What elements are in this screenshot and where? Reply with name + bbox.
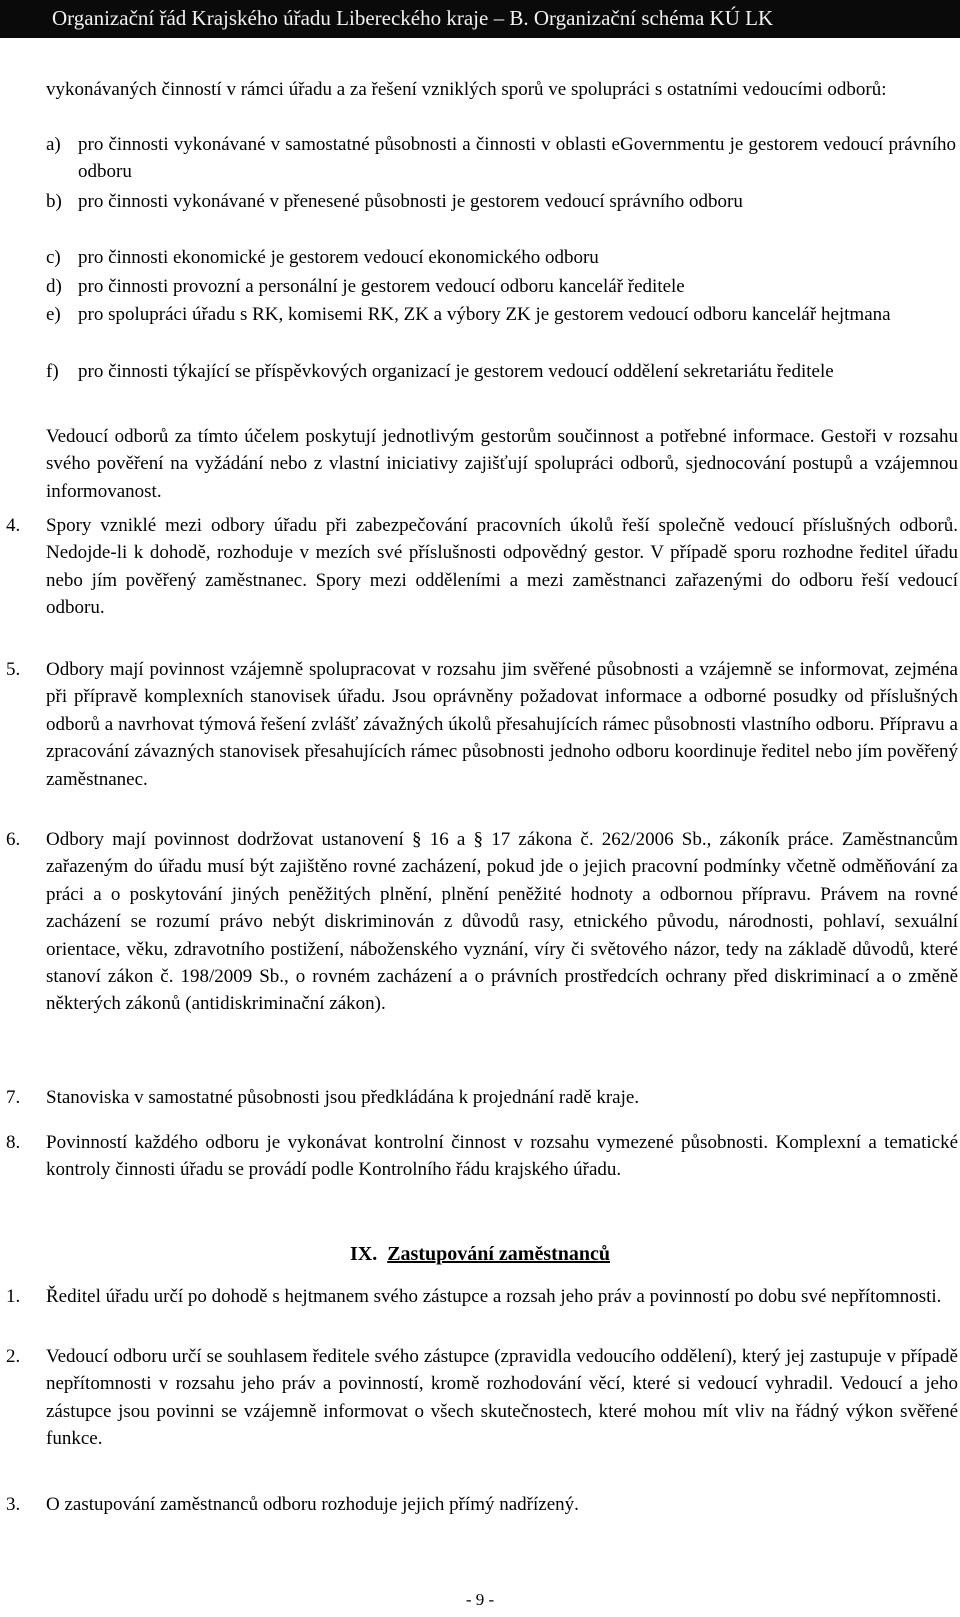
sublist-label: c) (46, 247, 61, 268)
sublist-text: pro činnosti vykonávané v samostatné působnosti a činnosti v oblasti eGovernmentu je gestorem vedoucí právního odboru (78, 134, 956, 183)
list-item-text: O zastupování zaměstnanců odboru rozhoduje jejich přímý nadřízený. (46, 1494, 579, 1515)
intro-paragraph: vykonávaných činností v rámci úřadu a za řešení vzniklých sporů ve spolupráci s ostatními vedoucími odborů: (46, 79, 887, 100)
list-item-text: Stanoviska v samostatné působnosti jsou předkládána k projednání radě kraje. (46, 1087, 640, 1108)
document-header-title: Organizační řád Krajského úřadu Libereckého kraje – B. Organizační schéma KÚ LK (52, 6, 774, 30)
sublist-text: pro spolupráci úřadu s RK, komisemi RK, ZK a výbory ZK je gestorem vedoucí odboru kancelář hejtmana (78, 304, 891, 325)
section-heading (0, 1240, 960, 1268)
list-item-text: Odbory mají povinnost vzájemně spolupracovat v rozsahu jim svěřené působnosti a vzájemně se informovat, zejména při přípravě komplexních stanovisek úřadu. Jsou oprávněny požadovat informace a odborné posudky od příslušných odborů a navrhovat týmová řešení zvlášť závažných úkolů přesahujících rámec působnosti vlastního odboru. Přípravu a zpracování závazných stanovisek přesahujících rámec působnosti jednoho odboru koordinuje ředitel nebo jím pověřený zaměstnanec. (46, 659, 958, 790)
list-item-text: Povinností každého odboru je vykonávat kontrolní činnost v rozsahu vymezené působnosti. Komplexní a tematické kontroly činnosti úřadu se provádí podle Kontrolního řádu krajského úřadu. (46, 1132, 958, 1181)
list-item-8 (6, 1129, 958, 1184)
list-item-6 (6, 826, 958, 1018)
list-item-text: Spory vzniklé mezi odbory úřadu při zabezpečování pracovních úkolů řeší společně vedoucí příslušných odborů. Nedojde-li k dohodě, rozhoduje v mezích své příslušnosti odpovědný gestor. V případě sporu rozhodne ředitel úřadu nebo jím pověřený zaměstnanec. Spory mezi odděleními a mezi zaměstnanci zařazenými do odboru řeší vedoucí odboru. (46, 515, 958, 619)
list-item-number: 4. (6, 515, 21, 536)
sublist-label: a) (46, 134, 61, 155)
list-item-number: 2. (6, 1346, 21, 1367)
sublist-item-a (46, 131, 956, 186)
list-item-number: 6. (6, 829, 21, 850)
sublist-item-f (46, 358, 956, 385)
list-item-number: 7. (6, 1087, 21, 1108)
section-title: Zastupování zaměstnanců (387, 1243, 611, 1265)
sublist-label: e) (46, 304, 61, 325)
sublist-label: f) (46, 361, 59, 382)
list-item-2 (6, 1343, 958, 1453)
sublist-text: pro činnosti provozní a personální je gestorem vedoucí odboru kancelář ředitele (78, 276, 685, 297)
list-item-text: Odbory mají povinnost dodržovat ustanovení § 16 a § 17 zákona č. 262/2006 Sb., zákoník práce. Zaměstnancům zařazeným do úřadu musí být zajištěno rovné zacházení, pokud jde o jejich pracovní podmínky včetně odměňování za práci a o poskytování jiných peněžitých plnění, plnění peněžité hodnoty a odbornou přípravu. Právem na rovné zacházení se rozumí právo nebýt diskriminován z důvodů rasy, etnického původu, národnosti, pohlaví, sexuální orientace, věku, zdravotního postižení, náboženského vyznání, víry či světového názor, tedy na základě důvodů, které stanoví zákon č. 198/2009 Sb., o rovném zacházení a o právních prostředcích ochrany před diskriminací a o změně některých zákonů (antidiskriminační zákon). (46, 829, 958, 1015)
sublist-label: b) (46, 191, 62, 212)
page-number: - 9 - (465, 1590, 495, 1609)
header-band (0, 0, 960, 38)
sublist-label: d) (46, 276, 62, 297)
list-item-5 (6, 656, 958, 793)
section-number: IX. (349, 1243, 378, 1265)
list-item-number: 3. (6, 1494, 21, 1515)
list-item-1 (6, 1283, 958, 1310)
list-item-3 (6, 1491, 958, 1518)
sublist-item-c (46, 244, 956, 271)
gestor-paragraph: Vedoucí odborů za tímto účelem poskytují jednotlivým gestorům součinnost a potřebné informace. Gestoři v rozsahu svého pověření na vyžádání nebo z vlastní iniciativy zajišťují spolupráci odborů, sjednocování postupů a vzájemnou informovanost. (46, 426, 958, 502)
list-item-number: 1. (6, 1286, 21, 1307)
list-item-text: Vedoucí odboru určí se souhlasem ředitele svého zástupce (zpravidla vedoucího oddělení), který jej zastupuje v případě nepřítomnosti v rozsahu jeho práv a povinností, kromě rozhodování věcí, které si vedoucí vyhradil. Vedoucí a jeho zástupce jsou povinni se vzájemně informovat o všech skutečnostech, které mohou mít vliv na řádný výkon svěřené funkce. (46, 1346, 958, 1450)
sublist-text: pro činnosti vykonávané v přenesené působnosti je gestorem vedoucí správního odboru (78, 191, 743, 212)
list-item-4 (6, 512, 958, 622)
sublist-item-b (46, 188, 956, 215)
sublist-text: pro činnosti týkající se příspěvkových organizací je gestorem vedoucí oddělení sekretariátu ředitele (78, 361, 834, 382)
sublist-item-e (46, 301, 956, 328)
sublist-item-d (46, 273, 956, 300)
sublist-text: pro činnosti ekonomické je gestorem vedoucí ekonomického odboru (78, 247, 599, 268)
list-item-number: 5. (6, 659, 21, 680)
list-item-text: Ředitel úřadu určí po dohodě s hejtmanem svého zástupce a rozsah jeho práv a povinností po dobu své nepřítomnosti. (46, 1286, 942, 1307)
list-item-number: 8. (6, 1132, 21, 1153)
list-item-7 (6, 1084, 958, 1111)
